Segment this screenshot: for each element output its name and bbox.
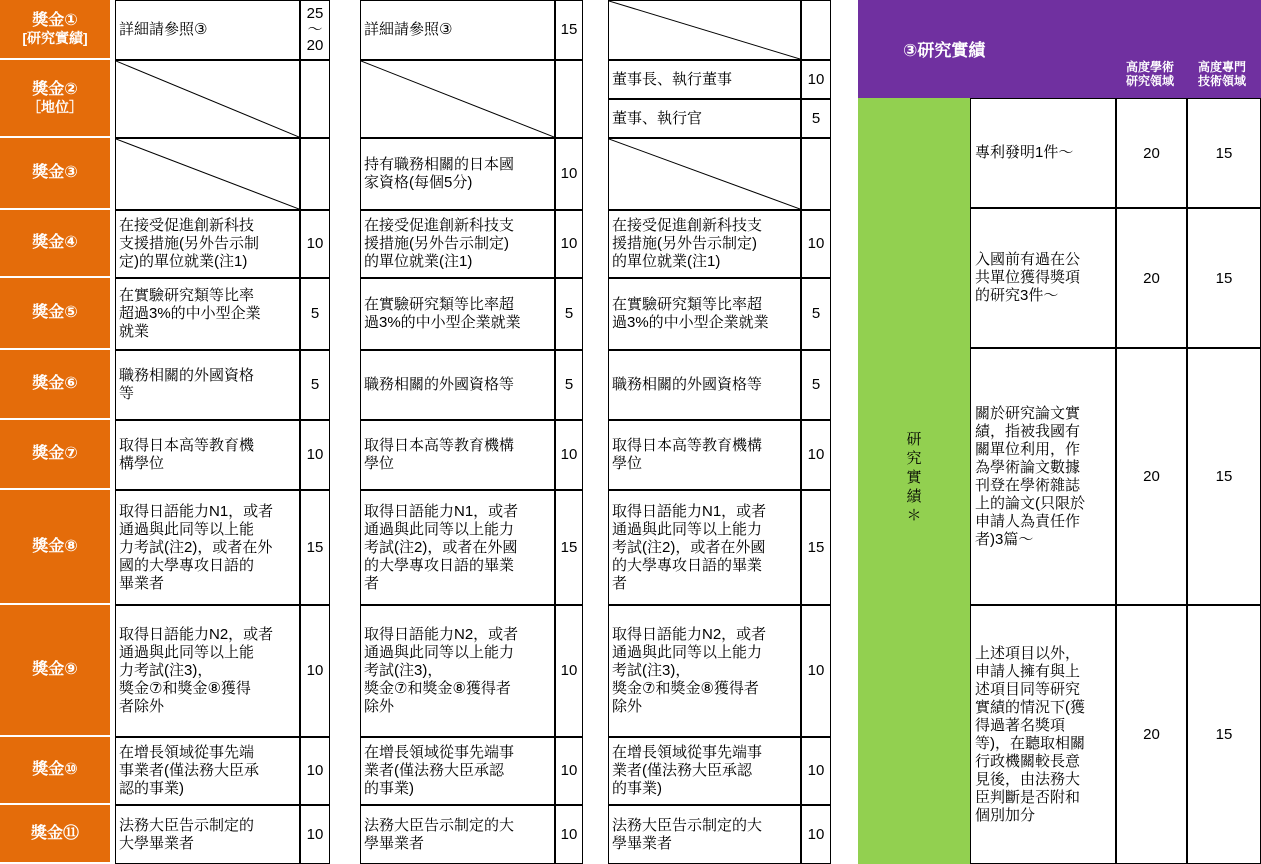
position-text: 董事長、執行董事 (608, 60, 801, 99)
research-item-text: 入國前有過在公 共單位獲得獎項 的研究3件～ (970, 208, 1116, 348)
item-text: 在接受促進創新科技支 援措施(另外告示制定) 的單位就業(注1) (360, 210, 555, 278)
item-text: 取得日語能力N2，或者 通過與此同等以上能力 考試(注3)， 獎金⑦和獎金⑧獲得者 除外 (608, 605, 801, 737)
item-points: 10 (300, 737, 330, 805)
research-item-text: 上述項目以外， 申請人擁有與上 述項目同等研究 實績的情況下(獲 得過著名獎項 等)，在聽取相關 行政機關較長意 見後，由法務大 臣判斷是否附和 個別加分 (970, 605, 1116, 864)
item-text: 在實驗研究類等比率超 過3%的中小型企業就業 (608, 278, 801, 350)
item-text: 在實驗研究類等比率 超過3%的中小型企業 就業 (115, 278, 300, 350)
item-points: 10 (555, 138, 583, 210)
item-text: 在接受促進創新科技 支援措施(另外告示制 定)的單位就業(注1) (115, 210, 300, 278)
item-text: 職務相關的外國資格等 (360, 350, 555, 420)
item-points: 5 (300, 278, 330, 350)
item-points: 10 (300, 805, 330, 864)
empty-cell-diagonal (115, 138, 300, 210)
empty-points-cell (555, 60, 583, 138)
research-score-a: 20 (1116, 605, 1187, 864)
item-points: 25 ～ 20 (300, 0, 330, 60)
item-points: 10 (801, 805, 831, 864)
research-title: ③研究實績 (903, 41, 986, 60)
empty-points-cell (300, 60, 330, 138)
position-points: 10 (801, 60, 831, 99)
item-text: 取得日本高等教育機構 學位 (608, 420, 801, 490)
item-points: 10 (801, 210, 831, 278)
item-points: 10 (300, 210, 330, 278)
row-label (0, 60, 110, 138)
row-label-text: 獎金⑩ (32, 761, 78, 778)
item-points: 5 (801, 278, 831, 350)
item-points: 5 (555, 350, 583, 420)
item-text: 取得日語能力N1，或者 通過與此同等以上能力 考試(注2)，或者在外國 的大學專攻日語的畢業 者 (608, 490, 801, 605)
item-points: 10 (801, 737, 831, 805)
research-col-a-header: 高度學術 研究領域 (1125, 60, 1174, 88)
item-text: 取得日語能力N1，或者 通過與此同等以上能力 考試(注2)，或者在外國 的大學專攻日語的畢業 者 (360, 490, 555, 605)
item-points: 10 (801, 420, 831, 490)
item-text: 在實驗研究類等比率超 過3%的中小型企業就業 (360, 278, 555, 350)
row-label (0, 605, 110, 737)
row-label (0, 490, 110, 605)
research-score-b: 15 (1187, 605, 1261, 864)
item-text: 在增長領域從事先端事 業者(僅法務大臣承認 的事業) (608, 737, 801, 805)
row-label-text: 獎金③ (32, 164, 78, 181)
item-text: 職務相關的外國資格 等 (115, 350, 300, 420)
item-points: 15 (300, 490, 330, 605)
row-label (0, 210, 110, 278)
empty-points-cell (801, 138, 831, 210)
research-score-b: 15 (1187, 98, 1261, 208)
research-item-text: 關於研究論文實 績，指被我國有 關單位利用，作 為學術論文數據 刊登在學術雜誌 上的論文(只限於 申請人為責任作 者)3篇～ (970, 348, 1116, 605)
position-text: 董事、執行官 (608, 99, 801, 138)
item-text: 法務大臣告示制定的大 學畢業者 (608, 805, 801, 864)
row-label-text: 獎金④ (32, 234, 78, 251)
item-text: 法務大臣告示制定的大 學畢業者 (360, 805, 555, 864)
item-points: 10 (300, 605, 330, 737)
item-points: 5 (801, 350, 831, 420)
research-score-a: 20 (1116, 208, 1187, 348)
research-col-b-header: 高度專門 技術領域 (1197, 60, 1246, 88)
row-label-text: 獎金⑤ (32, 304, 78, 321)
item-points: 15 (555, 0, 583, 60)
item-text: 法務大臣告示制定的 大學畢業者 (115, 805, 300, 864)
row-label-sub: ［地位］ (27, 99, 83, 115)
empty-cell-diagonal (115, 60, 300, 138)
row-label-text: 獎金① (32, 12, 78, 29)
row-label-text: 獎金⑧ (32, 537, 78, 555)
empty-points-cell (300, 138, 330, 210)
empty-points-cell (801, 0, 831, 60)
research-score-a: 20 (1116, 98, 1187, 208)
item-text: 取得日本高等教育機構 學位 (360, 420, 555, 490)
empty-cell-diagonal (608, 0, 801, 60)
position-points: 5 (801, 99, 831, 138)
item-text: 持有職務相關的日本國 家資格(每個5分) (360, 138, 555, 210)
item-points: 10 (555, 805, 583, 864)
item-points: 10 (555, 210, 583, 278)
item-points: 15 (801, 490, 831, 605)
item-text: 在接受促進創新科技支 援措施(另外告示制定) 的單位就業(注1) (608, 210, 801, 278)
row-label (0, 350, 110, 420)
item-text: 在增長領域從事先端 事業者(僅法務大臣承 認的事業) (115, 737, 300, 805)
research-side-label: 研 究 實 績 ＊ (906, 431, 922, 524)
row-label-text: 獎金⑨ (32, 661, 78, 678)
row-label (0, 420, 110, 490)
row-label-text: 獎金⑪ (30, 824, 79, 842)
item-points: 10 (555, 737, 583, 805)
item-text: 職務相關的外國資格等 (608, 350, 801, 420)
row-label-text: 獎金⑦ (32, 445, 78, 462)
row-label-sub: [研究實績] (22, 30, 88, 46)
research-score-b: 15 (1187, 208, 1261, 348)
item-text: 在增長領域從事先端事 業者(僅法務大臣承認 的事業) (360, 737, 555, 805)
item-points: 10 (555, 420, 583, 490)
item-points: 10 (555, 605, 583, 737)
research-score-b: 15 (1187, 348, 1261, 605)
row-label-text: 獎金② (32, 81, 78, 98)
row-label (0, 138, 110, 210)
row-label (0, 737, 110, 805)
item-text: 取得日語能力N1，或者 通過與此同等以上能 力考試(注2)，或者在外 國的大學專攻日語的 畢業者 (115, 490, 300, 605)
item-points: 5 (300, 350, 330, 420)
item-text: 取得日語能力N2，或者 通過與此同等以上能 力考試(注3)， 獎金⑦和獎金⑧獲得 者除外 (115, 605, 300, 737)
item-points: 15 (555, 490, 583, 605)
item-text: 詳細請參照③ (360, 0, 555, 60)
item-text: 取得日語能力N2，或者 通過與此同等以上能力 考試(注3)， 獎金⑦和獎金⑧獲得者 除外 (360, 605, 555, 737)
item-text: 取得日本高等教育機 構學位 (115, 420, 300, 490)
item-points: 10 (801, 605, 831, 737)
row-label (0, 278, 110, 350)
row-label (0, 0, 110, 60)
research-item-text: 專利發明1件～ (970, 98, 1116, 208)
empty-cell-diagonal (360, 60, 555, 138)
item-points: 5 (555, 278, 583, 350)
research-score-a: 20 (1116, 348, 1187, 605)
row-label (0, 805, 110, 864)
item-points: 10 (300, 420, 330, 490)
item-text: 詳細請參照③ (115, 0, 300, 60)
row-label-text: 獎金⑥ (32, 375, 78, 392)
empty-cell-diagonal (608, 138, 801, 210)
